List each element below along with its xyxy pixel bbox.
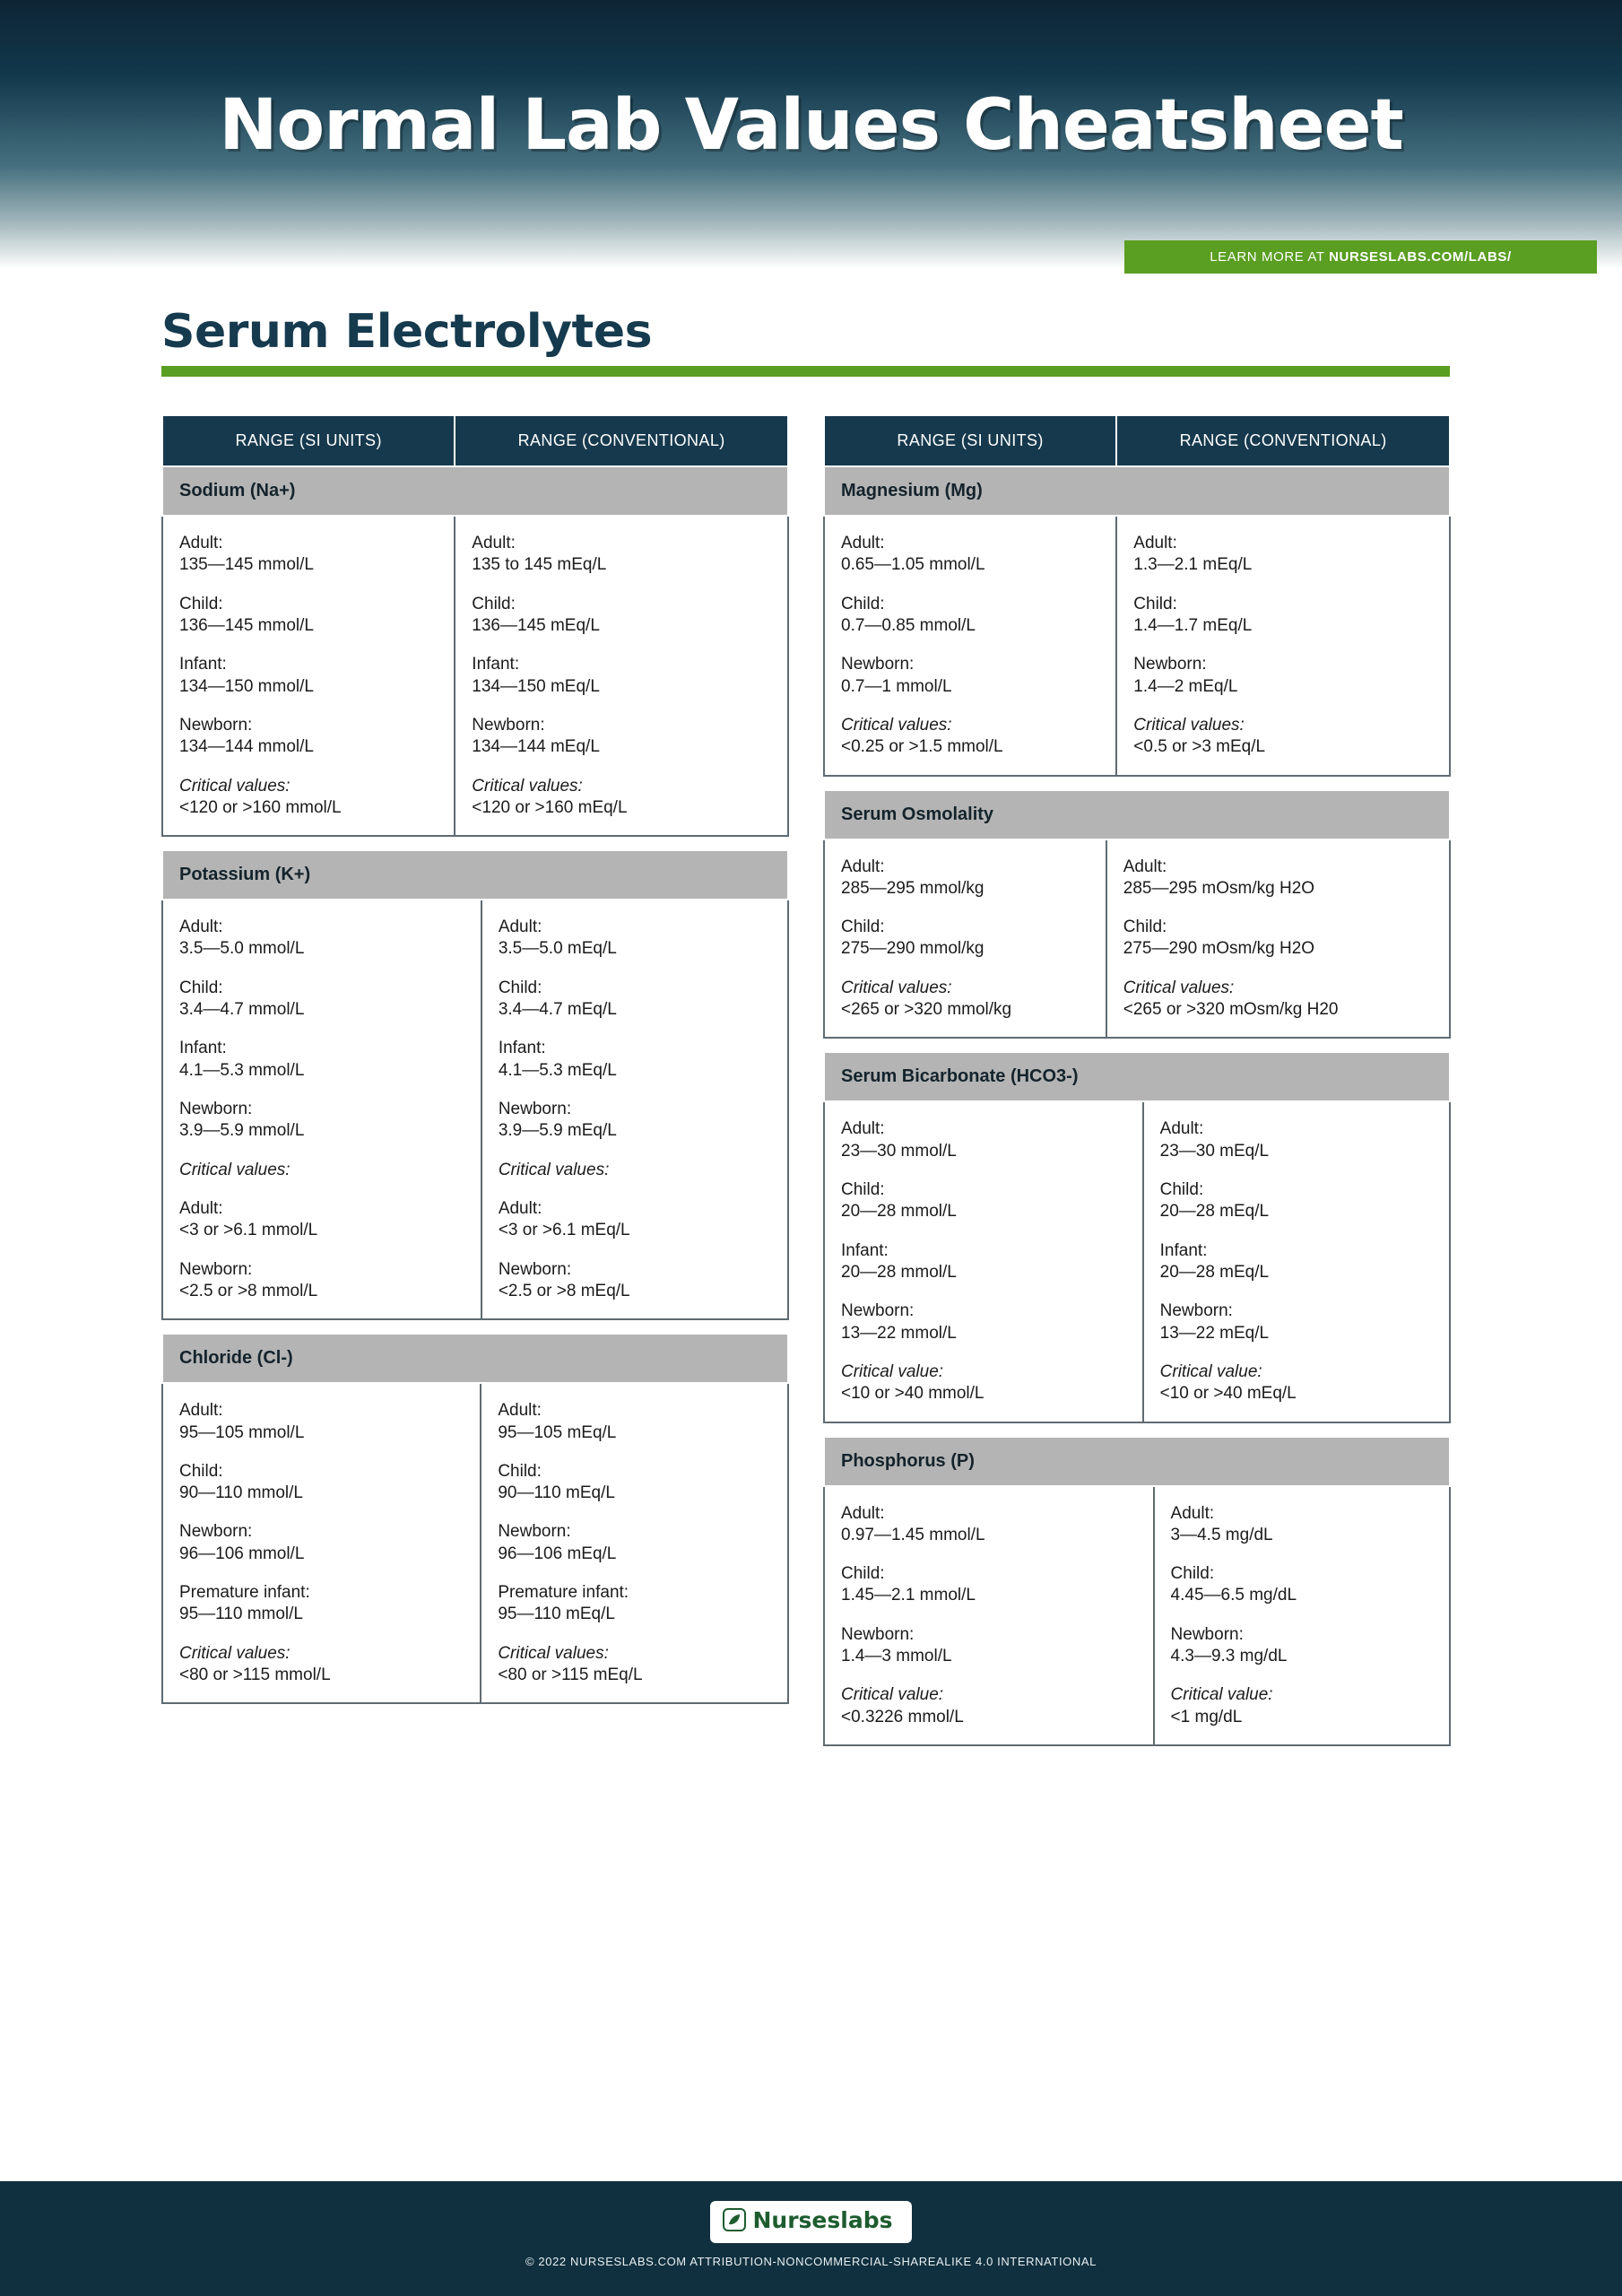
si-values-cell — [162, 1383, 481, 1703]
range-entry — [499, 1160, 771, 1181]
page-header — [0, 0, 1622, 269]
entry-value: 134—144 mmol/L — [179, 737, 314, 757]
range-entry — [179, 1259, 464, 1303]
range-entry — [179, 1198, 464, 1242]
entry-label: Infant: — [498, 1039, 546, 1058]
entry-label: Critical value: — [1170, 1685, 1273, 1705]
table-header-row — [824, 415, 1450, 466]
range-entry — [472, 533, 771, 577]
entry-value: 3.4—4.7 mmol/L — [179, 1000, 305, 1020]
conventional-values-cell — [1106, 839, 1450, 1039]
section-header — [0, 269, 1622, 377]
entry-label: Child: — [498, 1461, 542, 1481]
si-values-cell — [824, 1101, 1143, 1422]
entry-label: Critical values: — [179, 1643, 291, 1663]
range-entry — [841, 715, 1099, 759]
range-entry — [498, 1400, 771, 1444]
entry-value: 23—30 mmol/L — [841, 1141, 957, 1161]
range-entry — [841, 1624, 1137, 1668]
range-entry — [498, 1521, 771, 1565]
entry-label: Infant: — [179, 1039, 227, 1058]
leaf-icon — [723, 2208, 746, 2237]
entry-value: 4.45—6.5 mg/dL — [1170, 1586, 1297, 1605]
si-values-cell — [824, 516, 1116, 776]
entry-label: Newborn: — [841, 1301, 915, 1321]
entry-label: Newborn: — [841, 1624, 915, 1644]
entry-label: Child: — [179, 1461, 223, 1481]
range-entry — [841, 1179, 1126, 1223]
analyte-group-row — [162, 850, 788, 900]
entry-value: 95—110 mEq/L — [498, 1605, 615, 1624]
entry-value: <0.3226 mmol/L — [841, 1707, 964, 1726]
analyte-group-row — [824, 1437, 1450, 1486]
entry-value: <2.5 or >8 mEq/L — [498, 1281, 630, 1300]
entry-label: Child: — [179, 978, 223, 997]
range-entry — [1171, 1563, 1433, 1607]
entry-label: Adult: — [179, 1401, 223, 1421]
entry-label: Premature infant: — [498, 1583, 629, 1603]
range-entry — [499, 917, 771, 961]
lab-table — [823, 789, 1451, 1039]
entry-value: 3.4—4.7 mEq/L — [498, 1000, 617, 1020]
entry-value: 20—28 mmol/L — [841, 1202, 957, 1222]
entry-value: 3.5—5.0 mmol/L — [179, 939, 305, 959]
entry-label: Child: — [1123, 918, 1167, 937]
range-entry — [841, 1240, 1126, 1284]
analyte-name: Serum Bicarbonate (HCO3-) — [824, 1052, 1450, 1101]
header-conventional: RANGE (CONVENTIONAL) — [455, 415, 788, 466]
range-entry — [179, 654, 438, 698]
entry-value: 0.65—1.05 mmol/L — [841, 555, 985, 575]
range-entry — [179, 1160, 464, 1181]
entry-value: 285—295 mmol/kg — [841, 878, 984, 898]
range-entry — [498, 1582, 771, 1626]
learn-more-prefix: LEARN MORE AT — [1210, 249, 1330, 265]
entry-label: Adult: — [841, 1503, 885, 1523]
entry-value: 135 to 145 mEq/L — [472, 555, 607, 575]
entry-value: 275—290 mmol/kg — [841, 939, 984, 959]
table-body-row — [824, 1486, 1450, 1746]
section-title: Serum Electrolytes — [161, 305, 653, 359]
range-entry — [1133, 533, 1433, 577]
page-title: Normal Lab Values Cheatsheet — [219, 85, 1403, 166]
entry-value: <265 or >320 mOsm/kg H20 — [1123, 1000, 1339, 1020]
conventional-values-cell — [1154, 1486, 1450, 1746]
range-entry — [179, 715, 438, 759]
conventional-values-cell — [1116, 516, 1450, 776]
entry-value: 3—4.5 mg/dL — [1170, 1525, 1273, 1544]
range-entry — [179, 1038, 464, 1082]
conventional-values-cell — [1143, 1101, 1450, 1422]
range-entry — [1133, 654, 1433, 698]
entry-label: Adult: — [179, 918, 223, 937]
entry-label: Critical values: — [179, 776, 291, 796]
range-entry — [179, 594, 438, 638]
si-values-cell — [162, 900, 481, 1319]
range-entry — [472, 654, 771, 698]
entry-value: 0.7—1 mmol/L — [841, 676, 952, 696]
entry-value: 0.97—1.45 mmol/L — [841, 1525, 985, 1544]
entry-label: Newborn: — [472, 715, 545, 735]
entry-label: Premature infant: — [179, 1583, 310, 1603]
entry-label: Child: — [1133, 594, 1177, 613]
lab-table — [823, 1436, 1451, 1747]
range-entry — [499, 1198, 771, 1242]
table-body-row — [162, 900, 788, 1319]
range-entry — [499, 1099, 771, 1143]
entry-value: 3.5—5.0 mEq/L — [498, 939, 617, 959]
range-entry — [841, 857, 1089, 900]
range-entry — [1160, 1300, 1433, 1344]
entry-label: Newborn: — [179, 715, 253, 735]
entry-value: 1.4—3 mmol/L — [841, 1647, 952, 1666]
range-entry — [841, 594, 1099, 638]
table-body-row — [162, 516, 788, 836]
lab-table — [161, 849, 789, 1320]
analyte-name: Phosphorus (P) — [824, 1437, 1450, 1486]
entry-value: 96—106 mEq/L — [498, 1544, 617, 1563]
header-si: RANGE (SI UNITS) — [162, 415, 455, 466]
entry-value: 1.4—1.7 mEq/L — [1133, 615, 1253, 635]
range-entry — [179, 776, 438, 820]
analyte-name: Sodium (Na+) — [162, 466, 788, 516]
entry-label: Child: — [841, 1180, 885, 1199]
entry-label: Critical value: — [841, 1361, 944, 1381]
table-body-row — [824, 1101, 1450, 1422]
range-entry — [472, 776, 771, 820]
entry-value: 23—30 mEq/L — [1159, 1141, 1270, 1161]
entry-label: Child: — [1170, 1564, 1215, 1584]
entry-value: 13—22 mmol/L — [841, 1323, 957, 1343]
entry-label: Newborn: — [498, 1522, 571, 1542]
range-entry — [841, 917, 1089, 961]
si-values-cell — [162, 516, 455, 836]
entry-label: Child: — [472, 594, 516, 613]
entry-value: 4.1—5.3 mmol/L — [179, 1060, 305, 1080]
range-entry — [179, 917, 464, 961]
entry-label: Adult: — [179, 534, 223, 552]
entry-label: Critical values: — [472, 776, 583, 796]
entry-label: Adult: — [1133, 534, 1177, 552]
entry-value: <120 or >160 mmol/L — [179, 797, 342, 817]
analyte-group-row — [824, 466, 1450, 516]
section-underline — [161, 366, 1450, 377]
entry-value: 134—144 mEq/L — [472, 737, 600, 757]
entry-value: 95—105 mmol/L — [179, 1422, 305, 1442]
logo-text: Nurseslabs — [752, 2207, 893, 2233]
header-si: RANGE (SI UNITS) — [824, 415, 1116, 466]
entry-value: 136—145 mEq/L — [472, 615, 600, 635]
range-entry — [179, 1461, 464, 1505]
analyte-name: Magnesium (Mg) — [824, 466, 1450, 516]
entry-value: <3 or >6.1 mEq/L — [498, 1221, 630, 1240]
conventional-values-cell — [481, 1383, 788, 1703]
range-entry — [841, 1118, 1126, 1162]
range-entry — [1133, 594, 1433, 638]
table-header-row — [162, 415, 788, 466]
range-entry — [841, 1563, 1137, 1607]
entry-label: Child: — [498, 978, 542, 997]
range-entry — [1171, 1684, 1433, 1728]
range-entry — [1160, 1179, 1433, 1223]
entry-label: Newborn: — [1170, 1624, 1244, 1644]
range-entry — [841, 533, 1099, 577]
analyte-group-row — [824, 1052, 1450, 1101]
entry-value: 95—105 mEq/L — [498, 1422, 617, 1442]
range-entry — [1160, 1240, 1433, 1284]
entry-label: Critical value: — [841, 1685, 944, 1705]
entry-label: Newborn: — [179, 1522, 253, 1542]
entry-label: Infant: — [179, 655, 227, 674]
entry-label: Adult: — [498, 1198, 542, 1218]
range-entry — [179, 1521, 464, 1565]
range-entry — [499, 1038, 771, 1082]
entry-value: 3.9—5.9 mmol/L — [179, 1121, 305, 1141]
entry-value: <265 or >320 mmol/kg — [841, 1000, 1012, 1020]
analyte-name: Serum Osmolality — [824, 790, 1450, 839]
entry-label: Critical values: — [498, 1160, 610, 1179]
entry-label: Adult: — [472, 534, 516, 552]
range-entry — [1123, 857, 1433, 900]
range-entry — [841, 1300, 1126, 1344]
range-entry — [841, 1361, 1126, 1405]
entry-label: Adult: — [841, 534, 885, 552]
entry-value: <1 mg/dL — [1170, 1707, 1243, 1726]
right-column — [823, 414, 1451, 1759]
entry-value: 4.3—9.3 mg/dL — [1170, 1647, 1288, 1666]
entry-value: 285—295 mOsm/kg H2O — [1123, 878, 1315, 898]
range-entry — [1123, 917, 1433, 961]
entry-value: 90—110 mmol/L — [179, 1483, 303, 1503]
header-conventional: RANGE (CONVENTIONAL) — [1116, 415, 1450, 466]
entry-value: 90—110 mEq/L — [498, 1483, 615, 1503]
range-entry — [179, 1582, 464, 1626]
entry-value: <0.25 or >1.5 mmol/L — [841, 737, 1003, 757]
entry-label: Child: — [841, 1564, 885, 1584]
range-entry — [1123, 978, 1433, 1022]
table-body-row — [162, 1383, 788, 1703]
entry-value: <120 or >160 mEq/L — [472, 797, 628, 817]
entry-label: Adult: — [1123, 857, 1167, 876]
lab-table — [161, 414, 789, 837]
entry-label: Newborn: — [1133, 655, 1207, 674]
range-entry — [1171, 1624, 1433, 1668]
entry-value: 20—28 mEq/L — [1159, 1202, 1270, 1222]
entry-label: Adult: — [179, 1198, 223, 1218]
analyte-group-row — [162, 1334, 788, 1383]
range-entry — [841, 978, 1089, 1022]
entry-label: Infant: — [472, 655, 520, 674]
entry-label: Adult: — [498, 1401, 542, 1421]
lab-table — [823, 414, 1451, 777]
entry-label: Newborn: — [841, 655, 915, 674]
entry-value: 13—22 mEq/L — [1159, 1323, 1270, 1343]
entry-value: 275—290 mOsm/kg H2O — [1123, 939, 1315, 959]
entry-label: Adult: — [498, 918, 542, 937]
entry-value: 135—145 mmol/L — [179, 555, 314, 575]
range-entry — [498, 1461, 771, 1505]
entry-value: 0.7—0.85 mmol/L — [841, 615, 976, 635]
entry-value: 134—150 mmol/L — [179, 676, 314, 696]
entry-value: 20—28 mEq/L — [1159, 1262, 1270, 1282]
entry-label: Newborn: — [498, 1100, 572, 1118]
entry-label: Critical values: — [841, 715, 952, 735]
range-entry — [179, 978, 464, 1022]
entry-value: 95—110 mmol/L — [179, 1605, 303, 1624]
range-entry — [472, 594, 771, 638]
entry-label: Critical values: — [1133, 715, 1245, 735]
entry-value: <80 or >115 mEq/L — [498, 1665, 643, 1684]
entry-value: <80 or >115 mmol/L — [179, 1665, 331, 1684]
entry-value: 136—145 mmol/L — [179, 615, 314, 635]
entry-label: Critical values: — [841, 978, 952, 997]
range-entry — [179, 1643, 464, 1687]
range-entry — [472, 715, 771, 759]
entry-value: 4.1—5.3 mEq/L — [498, 1060, 617, 1080]
entry-label: Adult: — [1170, 1503, 1215, 1523]
conventional-values-cell — [481, 900, 788, 1319]
page-footer — [0, 2181, 1622, 2296]
left-column — [161, 414, 789, 1759]
entry-label: Adult: — [841, 1119, 885, 1139]
content-columns — [0, 377, 1622, 1759]
entry-label: Adult: — [841, 857, 885, 876]
entry-label: Critical values: — [179, 1160, 291, 1179]
range-entry — [498, 1643, 771, 1687]
entry-value: 1.45—2.1 mmol/L — [841, 1586, 976, 1605]
range-entry — [179, 533, 438, 577]
entry-value: 96—106 mmol/L — [179, 1544, 305, 1563]
entry-label: Adult: — [1159, 1119, 1204, 1139]
entry-label: Infant: — [1159, 1240, 1208, 1260]
entry-label: Critical value: — [1159, 1361, 1262, 1381]
copyright-text: © 2022 NURSESLABS.COM ATTRIBUTION-NONCOMMERCIAL-SHAREALIKE 4.0 INTERNATIONAL — [525, 2255, 1097, 2268]
learn-more-url: NURSESLABS.COM/LABS/ — [1329, 249, 1512, 265]
entry-value: <0.5 or >3 mEq/L — [1133, 737, 1266, 757]
si-values-cell — [824, 1486, 1154, 1746]
nurseslabs-logo — [710, 2201, 913, 2243]
analyte-name: Potassium (K+) — [162, 850, 788, 900]
range-entry — [179, 1400, 464, 1444]
lab-table — [823, 1051, 1451, 1422]
entry-value: <2.5 or >8 mmol/L — [179, 1281, 318, 1300]
entry-label: Child: — [1159, 1180, 1204, 1199]
entry-value: 134—150 mEq/L — [472, 676, 600, 696]
range-entry — [499, 978, 771, 1022]
entry-label: Critical values: — [498, 1643, 609, 1663]
entry-value: <3 or >6.1 mmol/L — [179, 1221, 318, 1240]
entry-label: Infant: — [841, 1240, 889, 1260]
range-entry — [1160, 1118, 1433, 1162]
entry-value: 3.9—5.9 mEq/L — [498, 1121, 617, 1141]
entry-value: <10 or >40 mEq/L — [1159, 1384, 1297, 1404]
range-entry — [1160, 1361, 1433, 1405]
si-values-cell — [824, 839, 1106, 1039]
entry-label: Child: — [179, 594, 223, 613]
analyte-group-row — [162, 466, 788, 516]
entry-value: 1.3—2.1 mEq/L — [1133, 555, 1253, 575]
entry-label: Critical values: — [1123, 978, 1235, 997]
entry-label: Child: — [841, 918, 885, 937]
range-entry — [499, 1259, 771, 1303]
entry-label: Newborn: — [179, 1259, 253, 1279]
entry-label: Newborn: — [179, 1100, 253, 1118]
range-entry — [1171, 1503, 1433, 1547]
entry-value: 1.4—2 mEq/L — [1133, 676, 1238, 696]
analyte-name: Chloride (Cl-) — [162, 1334, 788, 1383]
analyte-group-row — [824, 790, 1450, 839]
range-entry — [841, 1684, 1137, 1728]
range-entry — [841, 654, 1099, 698]
table-body-row — [824, 516, 1450, 776]
conventional-values-cell — [455, 516, 788, 836]
entry-label: Newborn: — [498, 1259, 572, 1279]
entry-label: Newborn: — [1159, 1301, 1233, 1321]
range-entry — [841, 1503, 1137, 1547]
range-entry — [179, 1099, 464, 1143]
entry-label: Child: — [841, 594, 885, 613]
entry-value: <10 or >40 mmol/L — [841, 1384, 984, 1404]
range-entry — [1133, 715, 1433, 759]
lab-table — [161, 1333, 789, 1704]
table-body-row — [824, 839, 1450, 1039]
entry-value: 20—28 mmol/L — [841, 1262, 957, 1282]
